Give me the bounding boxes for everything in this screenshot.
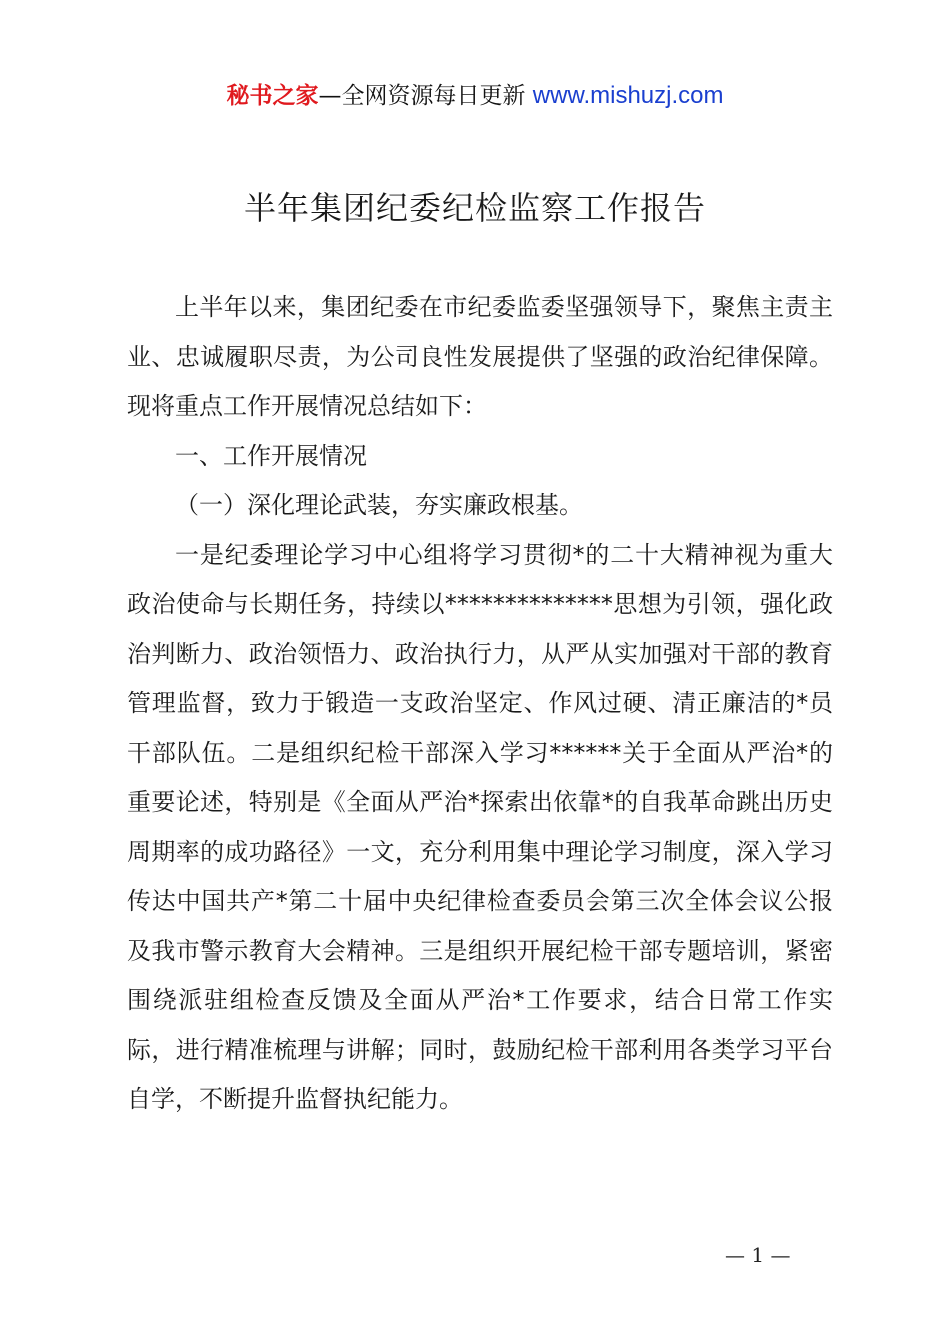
document-title: 半年集团纪委纪检监察工作报告 — [243, 189, 706, 227]
header-tagline: —全网资源每日更新 — [318, 83, 533, 109]
subsection-heading: （一）深化理论武装，夯实廉政根基。 — [175, 491, 583, 519]
page-number: — 1 — — [725, 1243, 791, 1267]
brand-name: 秘书之家 — [226, 83, 319, 109]
site-url-link[interactable]: www.mishuzj.com — [532, 82, 724, 109]
intro-paragraph: 上半年以来，集团纪委在市纪委监委坚强领导下，聚焦主责主业、忠诚履职尽责，为公司良性发展提供了坚强的政治纪律保障。现将重点工作开展情况总结如下： — [127, 293, 833, 420]
site-header — [0, 80, 950, 112]
document-body — [127, 283, 833, 1125]
body-paragraph: 一是纪委理论学习中心组将学习贯彻*的二十大精神视为重大政治使命与长期任务，持续以**************思想为引领，强化政治判断力、政治领悟力、政治执行力，从严从实加强对干部的教育管理监督，致力于锻造一支政治坚定、作风过硬、清正廉洁的*员干部队伍。二是组织纪检干部深入学习******关于全面从严治*的重要论述，特别是《全面从严治*探索出依靠*的自我革命跳出历史周期率的成功路径》一文，充分利用集中理论学习制度，深入学习传达中国共产*第二十届中央纪律检查委员会第三次全体会议公报及我市警示教育大会精神。三是组织开展纪检干部专题培训，紧密围绕派驻组检查反馈及全面从严治*工作要求，结合日常工作实际，进行精准梳理与讲解；同时，鼓励纪检干部利用各类学习平台自学，不断提升监督执纪能力。 — [127, 540, 833, 1113]
section-heading: 一、工作开展情况 — [175, 441, 367, 470]
